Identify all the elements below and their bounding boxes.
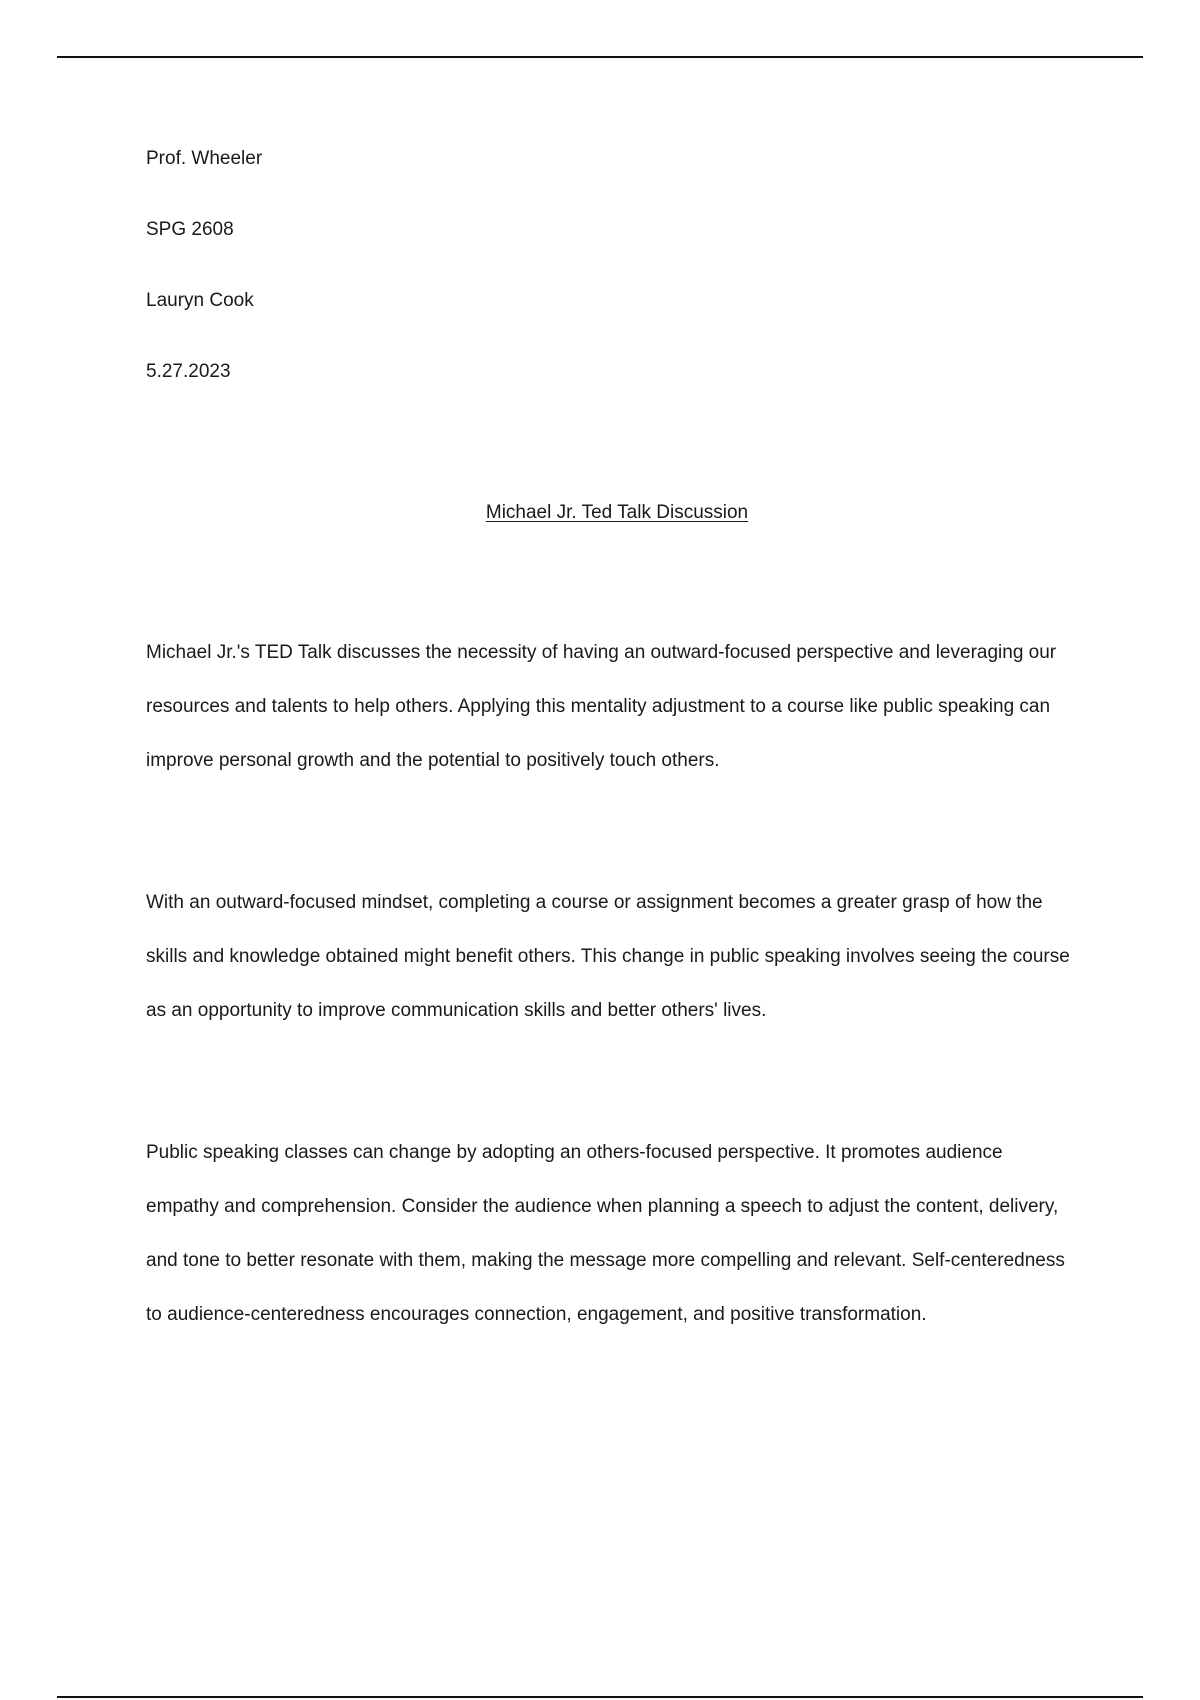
paragraph-2: With an outward-focused mindset, completing a course or assignment becomes a greater grasp of how the skills and knowledge obtained might benefit others. This change in public speaking involves seeing the course as an opportunity to improve communication skills and better others' lives.: [146, 892, 1070, 1021]
course-code: SPG 2608: [146, 219, 234, 240]
student-name: Lauryn Cook: [146, 290, 254, 311]
paragraph-3: Public speaking classes can change by adopting an others-focused perspective. It promotes audience empathy and comprehension. Consider the audience when planning a speech to adjust the content, delivery, and tone to better resonate with them, making the message more compelling and relevant. Self-centeredness to audience-centeredness encourages connection, engagement, and positive transformation.: [146, 1142, 1065, 1325]
paragraph-1: Michael Jr.'s TED Talk discusses the necessity of having an outward-focused perspective and leveraging our resources and talents to help others. Applying this mentality adjustment to a course like public speaking can improve personal growth and the potential to positively touch others.: [146, 642, 1057, 771]
professor-name: Prof. Wheeler: [146, 148, 263, 169]
top-rule: [57, 56, 1143, 58]
date: 5.27.2023: [146, 361, 231, 382]
bottom-rule: [57, 1696, 1143, 1698]
document-title: Michael Jr. Ted Talk Discussion: [485, 502, 749, 523]
